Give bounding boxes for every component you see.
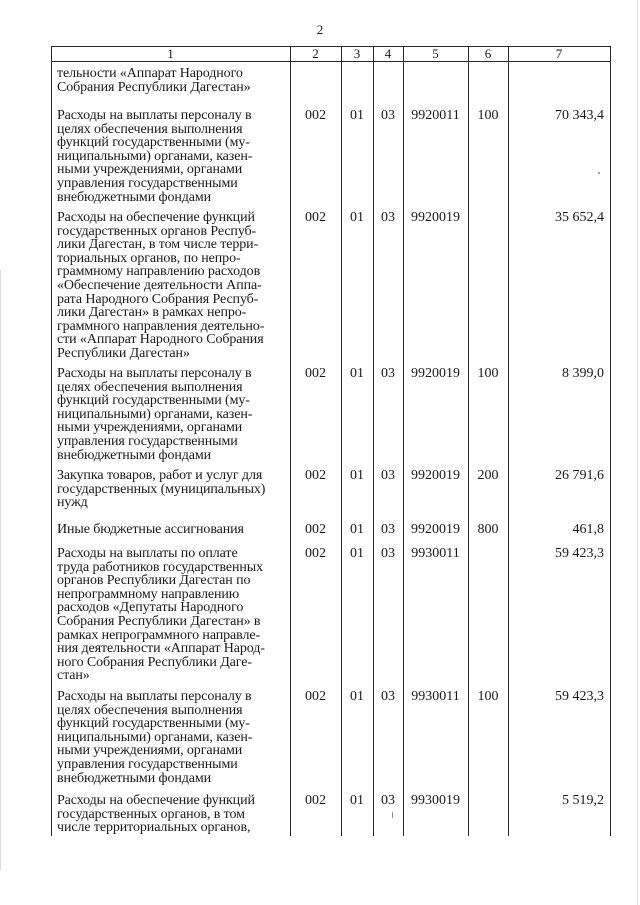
column-header-6: 6: [484, 46, 492, 61]
admin-code: 002: [305, 546, 326, 561]
subsection-code: 03: [381, 689, 395, 704]
column-divider: [373, 46, 374, 836]
expense-type-code: 800: [477, 522, 499, 537]
row-description: Иные бюджетные ассигнования: [57, 522, 244, 537]
expense-type-code: 100: [477, 366, 499, 381]
row-description: Расходы на выплаты персоналу в целях обеспечения выполнения функций государственными (му- ниципальными) органами, казен- ными учреждениями, органами управления государственными внебюджетными фондами: [57, 689, 253, 786]
column-divider: [468, 46, 469, 836]
target-article-code: 9920019: [411, 468, 460, 483]
subsection-code: 03: [381, 366, 395, 381]
column-divider: [341, 46, 342, 836]
target-article-code: 9930011: [411, 689, 460, 704]
section-code: 01: [350, 522, 364, 537]
table-border-right: [610, 46, 611, 836]
subsection-code: 03: [381, 793, 395, 808]
amount: 35 652,4: [555, 210, 604, 225]
expense-type-code: 100: [477, 108, 499, 123]
admin-code: 002: [305, 793, 326, 808]
amount: 59 423,3: [555, 546, 604, 561]
admin-code: 002: [305, 468, 326, 483]
section-code: 01: [350, 210, 364, 225]
row-description: Расходы на обеспечение функций государственных органов Респуб- лики Дагестан, в том числе терри- ториальных органов, по непро- граммному направлению расходов «Обеспечение деятельности Аппа- рата Народного Собрания Респуб- лики Дагестан» в рамках непро- граммного направления деятельно- сти «Аппарат Народного Собрания Республики Дагестан»: [57, 210, 265, 361]
section-code: 01: [350, 546, 364, 561]
section-code: 01: [350, 468, 364, 483]
target-article-code: 9920019: [411, 366, 460, 381]
column-header-7: 7: [555, 46, 563, 61]
column-header-5: 5: [432, 46, 439, 61]
column-header-2: 2: [312, 46, 319, 61]
scan-speck: [392, 812, 393, 818]
column-header-1: 1: [167, 46, 174, 61]
subsection-code: 03: [381, 522, 395, 537]
target-article-code: 9930011: [411, 546, 460, 561]
row-description: тельности «Аппарат Народного Собрания Республики Дагестан»: [57, 66, 251, 95]
column-divider: [290, 46, 291, 836]
amount: 70 343,4: [555, 108, 604, 123]
subsection-code: 03: [381, 546, 395, 561]
amount: 26 791,6: [555, 468, 604, 483]
admin-code: 002: [305, 210, 326, 225]
column-header-3: 3: [353, 46, 361, 61]
row-description: Расходы на выплаты по оплате труда работников государственных органов Республики Дагестан по непрограммному направлению расходов «Депутаты Народного Собрания Республики Дагестан» в рамках непрограммного направле- ния деятельности «Аппарат Народ- ного Собрания Республики Даге- стан»: [57, 546, 265, 684]
admin-code: 002: [305, 108, 326, 123]
column-divider: [508, 46, 509, 836]
admin-code: 002: [305, 522, 326, 537]
expense-type-code: 100: [477, 689, 499, 704]
subsection-code: 03: [381, 210, 395, 225]
row-description: Расходы на выплаты персоналу в целях обеспечения выполнения функций государственными (му- ниципальными) органами, казен- ными учреждениями, органами управления государственными внебюджетными фондами: [57, 108, 253, 205]
amount: 8 399,0: [562, 366, 604, 381]
column-divider: [403, 46, 404, 836]
admin-code: 002: [305, 366, 326, 381]
amount: 59 423,3: [555, 689, 604, 704]
section-code: 01: [350, 793, 364, 808]
target-article-code: 9920019: [411, 210, 460, 225]
admin-code: 002: [305, 689, 326, 704]
page-number: 2: [316, 22, 324, 37]
header-bottom-rule: [51, 61, 611, 62]
section-code: 01: [350, 108, 364, 123]
row-description: Расходы на обеспечение функций государственных органов, в том числе территориальных органов,: [57, 793, 255, 836]
section-code: 01: [350, 689, 364, 704]
subsection-code: 03: [381, 108, 395, 123]
subsection-code: 03: [381, 468, 395, 483]
section-code: 01: [350, 366, 364, 381]
table-border-left: [51, 46, 52, 836]
amount: 5 519,2: [562, 793, 604, 808]
row-description: Расходы на выплаты персоналу в целях обеспечения выполнения функций государственными (му- ниципальными) органами, казен- ными учреждениями, органами управления государственными внебюджетными фондами: [57, 366, 253, 463]
row-description: Закупка товаров, работ и услуг для государственных (муниципальных) нужд: [57, 468, 266, 511]
scan-edge-shadow: [637, 0, 638, 905]
amount: 461,8: [572, 522, 604, 537]
target-article-code: 9930019: [411, 793, 460, 808]
expense-type-code: 200: [477, 468, 499, 483]
budget-table: [51, 46, 611, 836]
scan-speck: [598, 172, 600, 174]
scan-edge-shadow: [0, 270, 1, 870]
target-article-code: 9920011: [411, 108, 460, 123]
column-header-4: 4: [384, 46, 392, 61]
target-article-code: 9920019: [411, 522, 460, 537]
